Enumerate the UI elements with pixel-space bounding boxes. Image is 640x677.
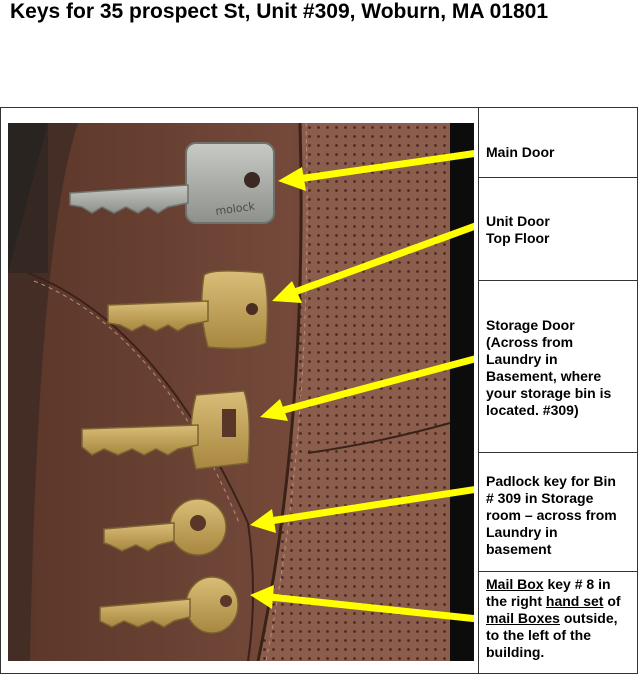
page-title: Keys for 35 prospect St, Unit #309, Woburn, MA 01801 — [10, 0, 548, 23]
label-unit-door: Unit Door Top Floor — [486, 213, 550, 246]
table-cell-main-door — [479, 107, 638, 178]
key-stamp-text: molock — [214, 199, 256, 218]
keys-photo-illustration — [8, 123, 474, 661]
label-main-door: Main Door — [486, 144, 555, 160]
label-storage-door: Storage Door (Across from Laundry in Basement, where your storage bin is located. #309) — [486, 317, 612, 418]
label-padlock: Padlock key for Bin # 309 in Storage room – across from Laundry in basement — [486, 473, 617, 557]
label-mailbox: Mail Box key # 8 in the right hand set of mail Boxes outside, to the left of the building. — [486, 576, 621, 660]
keys-photo — [8, 123, 474, 661]
